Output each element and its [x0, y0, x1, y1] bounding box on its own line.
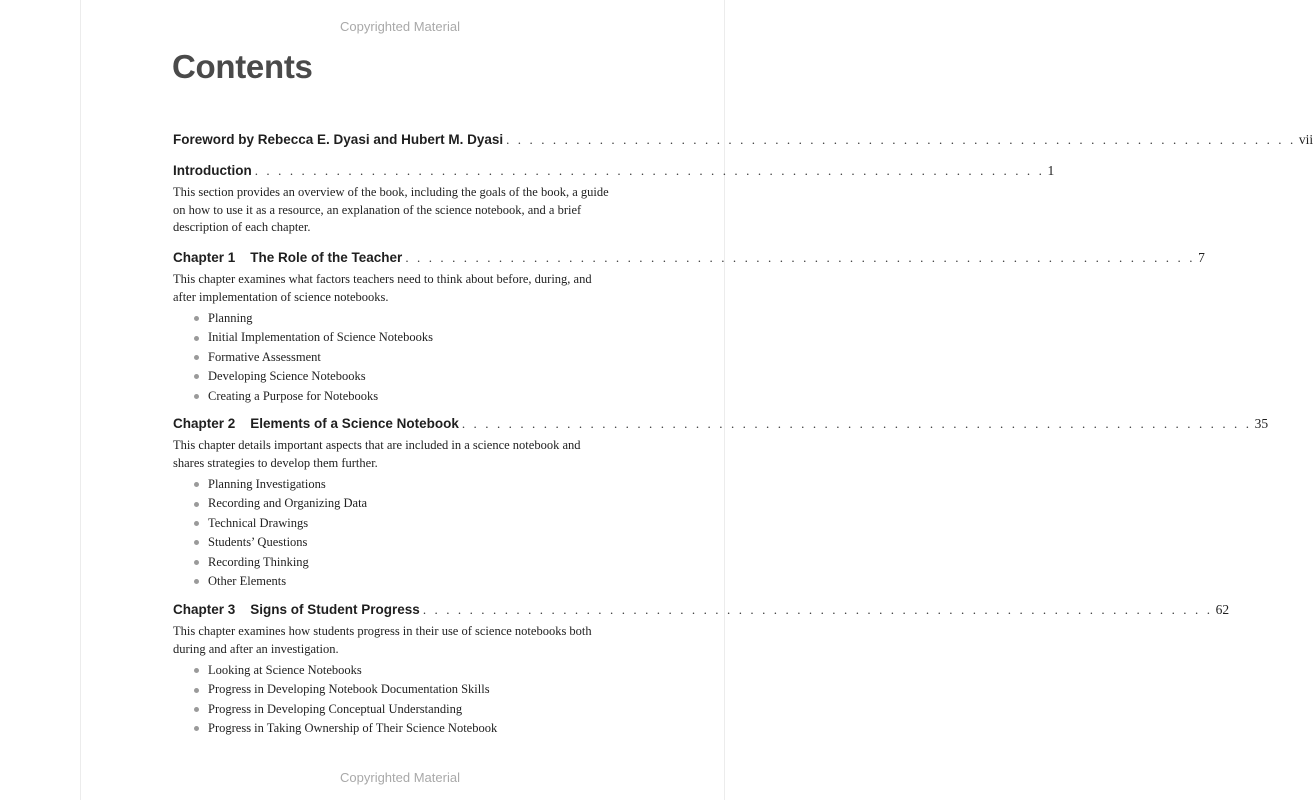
bullet-icon: [194, 707, 199, 712]
bullet-icon: [194, 355, 199, 360]
topic-label: Recording Thinking: [208, 554, 309, 569]
topic-label: Technical Drawings: [208, 515, 309, 530]
topic-item: [194, 514, 638, 533]
dot-leader: . . . . . . . . . . . . . . . . . . . . . . . . . . . . . . . . . . . . . . . . . . . . . . . . . . . . . . . . . . . . . . . . . . . .: [422, 602, 1213, 617]
topic-item: [194, 475, 638, 494]
chapter-number: Chapter 1: [173, 250, 236, 265]
topic-label: Recording and Organizing Data: [208, 496, 368, 511]
chapter-title: Elements of a Science Notebook: [250, 416, 459, 431]
entry-page-number: 62: [1215, 602, 1230, 617]
topic-label: Initial Implementation of Science Notebooks: [208, 330, 433, 345]
bullet-icon: [194, 668, 199, 673]
topic-item: [194, 494, 638, 513]
page-title: Contents: [172, 48, 313, 85]
topic-item: [194, 553, 638, 572]
entry-description: This chapter examines how students progress in their use of science notebooks both during and after an investigation.: [173, 624, 592, 656]
topic-label: Creating a Purpose for Notebooks: [208, 388, 379, 403]
bullet-icon: [194, 374, 199, 379]
entry-description: This section provides an overview of the book, including the goals of the book, a guide on how to use it as a resource, an explanation of the science notebook, and a brief description of each chapter.: [173, 185, 609, 234]
bullet-icon: [194, 579, 199, 584]
toc-entry-introduction[interactable]: [173, 161, 1055, 237]
topic-item: [194, 719, 638, 738]
topic-label: Progress in Developing Notebook Documentation Skills: [208, 682, 490, 697]
chapter-number: Chapter 3: [173, 602, 236, 617]
bullet-icon: [194, 336, 199, 341]
dot-leader: . . . . . . . . . . . . . . . . . . . . . . . . . . . . . . . . . . . . . . . . . . . . . . . . . . . . . . . . . . . . . . . . . . . .: [405, 250, 1196, 265]
topic-item: [194, 367, 638, 386]
topic-label: Planning: [208, 311, 253, 325]
toc-entry-line: [173, 130, 1313, 150]
entry-description: This chapter details important aspects that are included in a science notebook and shares strategies to develop them further.: [173, 438, 581, 470]
entry-page-number: vii: [1298, 132, 1313, 147]
bullet-icon: [194, 726, 199, 731]
bullet-icon: [194, 316, 199, 321]
toc-entry-foreword[interactable]: [173, 130, 1313, 150]
entry-page-number: 7: [1198, 250, 1205, 265]
bullet-icon: [194, 540, 199, 545]
topic-label: Formative Assessment: [208, 349, 321, 364]
topic-item: [194, 533, 638, 552]
entry-page-number: 35: [1254, 416, 1269, 431]
entry-description: This chapter examines what factors teachers need to think about before, during, and after implementation of science notebooks.: [173, 272, 592, 304]
entry-page-number: 1: [1047, 163, 1055, 178]
topic-list: [173, 309, 638, 406]
topic-item: [194, 661, 638, 680]
bullet-icon: [194, 482, 199, 487]
entry-label: Introduction: [173, 163, 252, 178]
topic-item: [194, 680, 638, 699]
topic-item: [194, 700, 638, 719]
bullet-icon: [194, 502, 199, 507]
toc-entry-chapter-3[interactable]: [173, 600, 1230, 739]
toc-entry-line: [173, 414, 1269, 434]
topic-item: [194, 348, 638, 367]
watermark-top: Copyrighted Material: [340, 19, 460, 34]
toc-entry-line: [173, 161, 1055, 181]
toc-entry-chapter-1[interactable]: [173, 248, 1205, 406]
toc-entry-line: [173, 600, 1230, 620]
topic-label: Other Elements: [208, 574, 287, 589]
watermark-bottom: Copyrighted Material: [340, 770, 460, 785]
topic-item: [194, 309, 638, 328]
toc-entry-line: [173, 248, 1205, 268]
toc-entry-chapter-2[interactable]: [173, 414, 1269, 591]
topic-item: [194, 387, 638, 406]
topic-item: [194, 572, 638, 591]
topic-label: Progress in Developing Conceptual Understanding: [208, 701, 463, 716]
topic-label: Progress in Taking Ownership of Their Science Notebook: [208, 721, 498, 736]
topic-label: Developing Science Notebooks: [208, 369, 366, 384]
chapter-number: Chapter 2: [173, 416, 236, 431]
bullet-icon: [194, 688, 199, 693]
topic-label: Planning Investigations: [208, 477, 326, 491]
bullet-icon: [194, 394, 199, 399]
dot-leader: . . . . . . . . . . . . . . . . . . . . . . . . . . . . . . . . . . . . . . . . . . . . . . . . . . . . . . . . . . . . . . . . . . . .: [506, 132, 1296, 147]
topic-list: [173, 661, 638, 739]
chapter-title: Signs of Student Progress: [250, 602, 420, 617]
dot-leader: . . . . . . . . . . . . . . . . . . . . . . . . . . . . . . . . . . . . . . . . . . . . . . . . . . . . . . . . . . . . . . . . . . . .: [254, 163, 1045, 178]
chapter-title: The Role of the Teacher: [250, 250, 403, 265]
topic-label: Students’ Questions: [208, 535, 308, 550]
dot-leader: . . . . . . . . . . . . . . . . . . . . . . . . . . . . . . . . . . . . . . . . . . . . . . . . . . . . . . . . . . . . . . . . . . . .: [461, 416, 1252, 431]
topic-label: Looking at Science Notebooks: [208, 663, 362, 677]
topic-list: [173, 475, 638, 591]
bullet-icon: [194, 560, 199, 565]
bullet-icon: [194, 521, 199, 526]
topic-item: [194, 328, 638, 347]
entry-label: Foreword by Rebecca E. Dyasi and Hubert M. Dyasi: [173, 132, 504, 147]
